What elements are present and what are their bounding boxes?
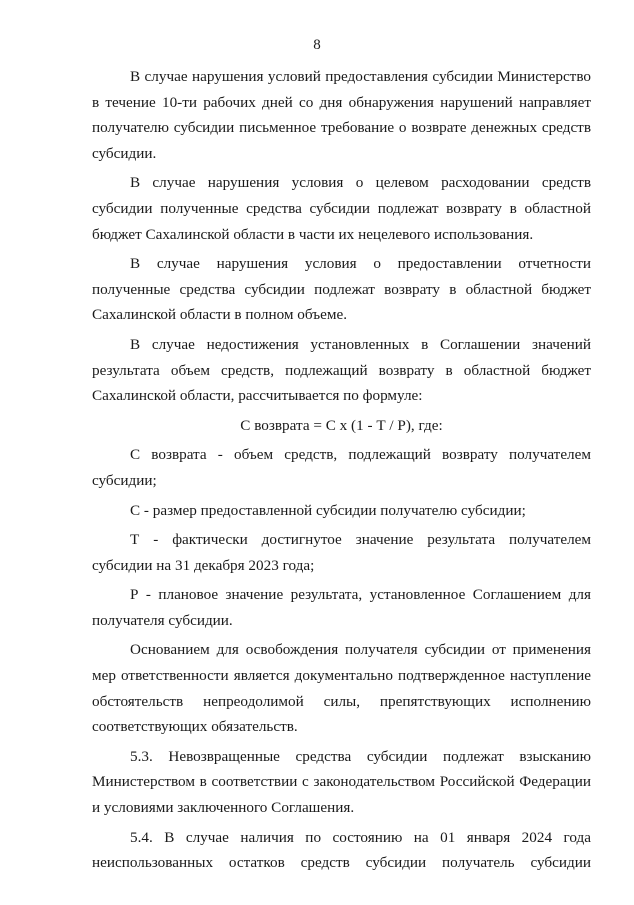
- refund-formula: С возврата = С х (1 - Т / Р), где:: [240, 416, 443, 434]
- paragraph-5-4: 5.4. В случае наличия по состоянию на 01 января 2024 года неиспользованных остатков средств субсидии получатель субсидии: [92, 828, 591, 872]
- paragraph-targeted-spending: В случае нарушения условия о целевом расходовании средств субсидии полученные средства субсидии подлежат возврату в областной бюджет Сахалинской области в части их нецелевого использования.: [92, 174, 591, 243]
- definition-c: С - размер предоставленной субсидии получателю субсидии;: [130, 501, 526, 519]
- definition-p: Р - плановое значение результата, установленное Соглашением для получателя субсидии.: [92, 586, 591, 629]
- definition-t: Т - фактически достигнутое значение результата получателем субсидии на 31 декабря 2023 года;: [92, 531, 591, 574]
- definition-c-refund: С возврата - объем средств, подлежащий возврату получателем субсидии;: [92, 446, 591, 489]
- paragraph-reporting-violation: В случае нарушения условия о предоставлении отчетности полученные средства субсидии подлежат возврату в областной бюджет Сахалинской области в полном объеме.: [92, 255, 591, 324]
- document-body: [92, 64, 591, 880]
- paragraph-violation-conditions: В случае нарушения условий предоставления субсидии Министерство в течение 10-ти рабочих дней со дня обнаружения нарушений направляет получателю субсидии письменное требование о возврате денежных средств субсидии.: [92, 68, 591, 162]
- paragraph-result-not-achieved: В случае недостижения установленных в Соглашении значений результата объем средств, подлежащий возврату в областной бюджет Сахалинской области, рассчитывается по формуле:: [92, 335, 591, 405]
- paragraph-force-majeure: Основанием для освобождения получателя субсидии от применения мер ответственности является документально подтвержденное наступление обстоятельств непреодолимой силы, препятствующих исполнению соответствующих обязательств.: [92, 641, 591, 736]
- paragraph-5-3: 5.3. Невозвращенные средства субсидии подлежат взысканию Министерством в соответствии с законодательством Российской Федерации и условиями заключенного Соглашения.: [92, 747, 591, 817]
- page-number: 8: [313, 37, 321, 53]
